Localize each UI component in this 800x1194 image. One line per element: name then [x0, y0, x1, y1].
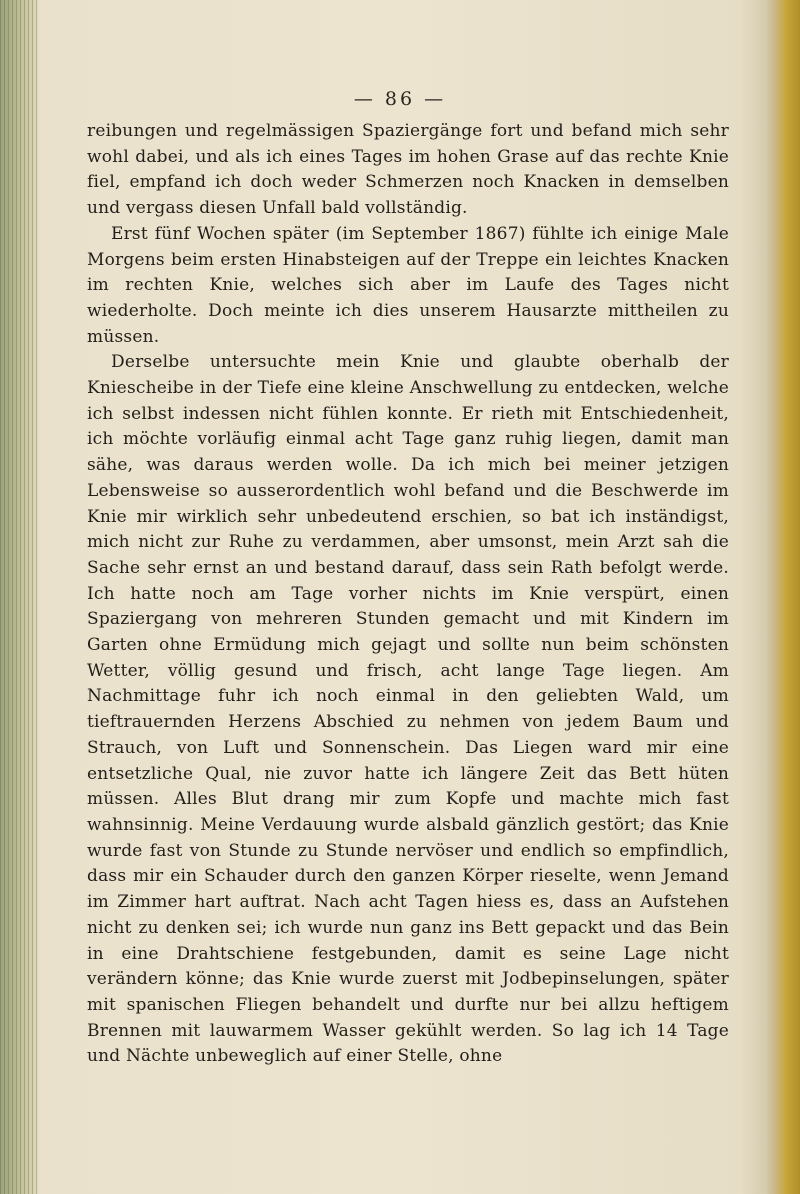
- paragraph-continuation: reibungen und regelmässigen Spaziergänge fort und befand mich sehr wohl dabei, und als ich eines Tages im hohen Grase auf das rechte Knie fiel, empfand ich doch weder Schmerzen noch Knacken in demselben und vergass diesen Unfall bald vollständig.: [87, 121, 729, 219]
- body-text: [87, 119, 729, 1070]
- paragraph: Erst fünf Wochen später (im September 1867) fühlte ich einige Male Morgens beim ersten Hinabsteigen auf der Treppe ein leichtes Knacken im rechten Knie, welches sich aber im Laufe des Tages nicht wiederholte. Doch meinte ich dies unserem Hausarzte mittheilen zu müssen.: [87, 223, 729, 347]
- paragraph: Derselbe untersuchte mein Knie und glaubte oberhalb der Kniescheibe in der Tiefe eine kleine Anschwellung zu entdecken, welche ich selbst indessen nicht fühlen konnte. Er rieth mit Entschiedenheit, ich möchte vorläufig einmal acht Tage ganz ruhig liegen, damit man sähe, was daraus werden wolle. Da ich mich bei meiner jetzigen Lebensweise so ausserordentlich wohl befand und die Beschwerde im Knie mir wirklich sehr unbedeutend erschien, so bat ich inständigst, mich nicht zur Ruhe zu verdammen, aber umsonst, mein Arzt sah die Sache sehr ernst an und bestand darauf, dass sein Rath befolgt werde. Ich hatte noch am Tage vorher nichts im Knie verspürt, einen Spaziergang von mehreren Stunden gemacht und mit Kindern im Garten ohne Ermüdung mich gejagt und sollte nun beim schönsten Wetter, völlig gesund und frisch, acht lange Tage liegen. Am Nachmittage fuhr ich noch einmal in den geliebten Wald, um tieftrauernden Herzens Abschied zu nehmen von jedem Baum und Strauch, von Luft und Sonnenschein. Das Liegen ward mir eine entsetzliche Qual, nie zuvor hatte ich längere Zeit das Bett hüten müssen. Alles Blut drang mir zum Kopfe und machte mich fast wahnsinnig. Meine Verdauung wurde alsbald gänzlich gestört; das Knie wurde fast von Stunde zu Stunde nervöser und endlich so empfindlich, dass mir ein Schauder durch den ganzen Körper rieselte, wenn Jemand im Zimmer hart auftrat. Nach acht Tagen hiess es, dass an Aufstehen nicht zu denken sei; ich wurde nun ganz ins Bett gepackt und das Bein in eine Drahtschiene festgebunden, damit es seine Lage nicht verändern könne; das Knie wurde zuerst mit Jodbepinselungen, später mit spanischen Fliegen behandelt und durfte nur bei allzu heftigem Brennen mit lauwarmem Wasser gekühlt werden. So lag ich 14 Tage und Nächte unbeweglich auf einer Stelle, ohne: [87, 352, 729, 1067]
- page-edge-shadow: [766, 0, 800, 1194]
- page-binding-gutter: [0, 0, 40, 1194]
- page-number: — 86 —: [353, 88, 447, 110]
